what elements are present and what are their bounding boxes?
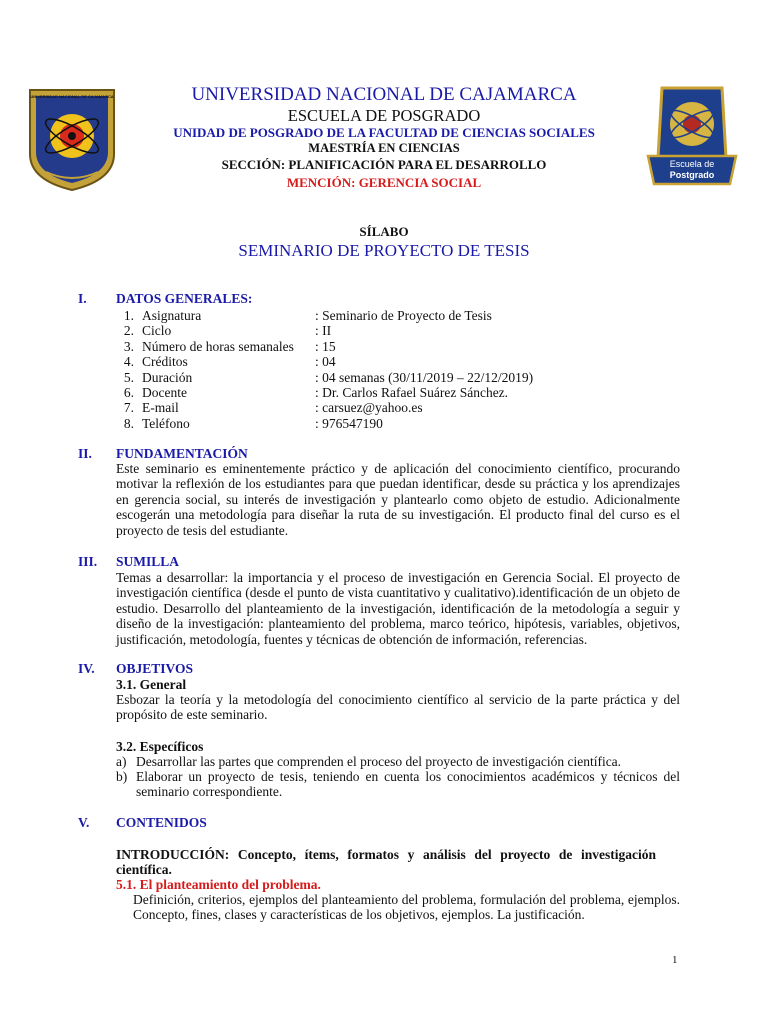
general-data-row [110,323,670,338]
row-number: 6. [123,385,134,400]
section-1-numeral: I. [78,291,87,306]
general-data-row [110,354,670,369]
school-name: ESCUELA DE POSGRADO [287,106,481,125]
objective-marker: a) [116,754,127,769]
page-number: 1 [672,954,678,966]
general-data-row [110,400,670,415]
objective-marker: b) [116,769,128,784]
mention-name: MENCIÓN: GERENCIA SOCIAL [286,175,482,190]
row-value: : 976547190 [315,415,383,431]
row-label: Teléfono [142,415,190,431]
row-number: 4. [123,354,134,370]
section-1-title: DATOS GENERALES: [116,291,253,306]
contents-subsection-text: Definición, criterios, ejemplos del planteamiento del problema, formulación del problema, ejemplos. Concepto, fines, clases y características de los objetivos, ejemplos. La justificación. [133,892,680,923]
row-label: Créditos [142,354,188,370]
section-3-numeral: III. [78,554,98,569]
general-data-row [110,339,670,354]
general-data-row [110,416,670,431]
section-4-title: OBJETIVOS [116,661,194,676]
section-5-title: CONTENIDOS [116,815,207,830]
contents-introduction: INTRODUCCIÓN: Concepto, ítems, formatos y análisis del proyecto de investigación científica. [116,847,656,877]
course-title: SEMINARIO DE PROYECTO DE TESIS [238,241,530,260]
row-label: Duración [142,369,193,385]
section-2-title: FUNDAMENTACIÓN [116,446,248,461]
row-number: 2. [123,323,134,339]
row-label: Docente [142,385,187,400]
left-logo-text: UNIVERSIDAD NACIONAL DE CAJAMARCA [30,94,114,99]
row-value: : Dr. Carlos Rafael Suárez Sánchez. [315,385,509,400]
contents-subsection-title: 5.1. El planteamiento del problema. [116,877,321,892]
section-2-numeral: II. [78,446,92,461]
section-4-numeral: IV. [78,661,95,676]
row-value: : carsuez@yahoo.es [315,400,423,416]
row-number: 5. [123,369,134,385]
objectives-general-title: 3.1. General [116,677,187,692]
row-number: 1. [123,308,134,323]
general-data-row [110,308,670,323]
row-label: Número de horas semanales [142,338,294,354]
row-label: Asignatura [142,308,202,323]
section-5-numeral: V. [78,815,90,830]
section-3-title: SUMILLA [116,554,180,569]
sumilla-paragraph: Temas a desarrollar: la importancia y el proceso de investigación en Gerencia Social. El proyecto de investigación científica (desde el punto de vista cuantitativo y cualitativo).identificación de un objeto de estudio. Desarrollo del planteamiento de la investigación, identificación de la metodología a seguir y diseño de la investigación: planteamiento del problema, marco teórico, hipótesis, variables, objetivos, justificación, metodología, fuentes y técnicas de obtención de información, referencias. [116,570,680,647]
objective-text: Desarrollar las partes que comprenden el proceso del proyecto de investigación científica. [136,754,622,769]
unit-name: UNIDAD DE POSGRADO DE LA FACULTAD DE CIENCIAS SOCIALES [173,125,595,140]
general-data-row [110,385,670,400]
right-logo-text-2: Postgrado [669,170,715,180]
right-logo-text-1: Escuela de [669,159,715,169]
objective-text: Elaborar un proyecto de tesis, teniendo en cuenta los conocimientos académicos y técnicos del seminario correspondiente. [136,769,680,800]
row-value: : II [315,323,332,339]
general-data-row [110,370,670,385]
document-kind: SÍLABO [359,224,409,239]
row-value: : Seminario de Proyecto de Tesis [315,308,492,323]
row-label: E-mail [142,400,179,416]
objectives-specific-title: 3.2. Específicos [116,739,204,754]
row-number: 3. [123,338,134,354]
objectives-general-text: Esbozar la teoría y la metodología del conocimiento científico al servicio de la parte práctica y del propósito de este seminario. [116,692,680,723]
university-name: UNIVERSIDAD NACIONAL DE CAJAMARCA [191,84,577,105]
row-label: Ciclo [142,323,172,339]
program-name: MAESTRÍA EN CIENCIAS [308,141,460,155]
row-value: : 04 [315,354,336,370]
fundamentacion-paragraph: Este seminario es eminentemente práctico y de aplicación del conocimiento científico, procurando motivar la reflexión de los estudiantes para que puedan identificar, desde su práctica y los aprendizajes en gerencia social, su interés de investigación y plantearlo como objeto de estudio. Adicionalmente escogerán una metodología para diseñar la ruta de su investigación. El producto final del curso es el proyecto de tesis del estudiante. [116,461,680,538]
row-value: : 04 semanas (30/11/2019 – 22/12/2019) [315,369,534,385]
row-value: : 15 [315,338,336,354]
row-number: 8. [123,415,134,431]
section-name: SECCIÓN: PLANIFICACIÓN PARA EL DESARROLLO [221,157,547,172]
row-number: 7. [123,400,134,416]
